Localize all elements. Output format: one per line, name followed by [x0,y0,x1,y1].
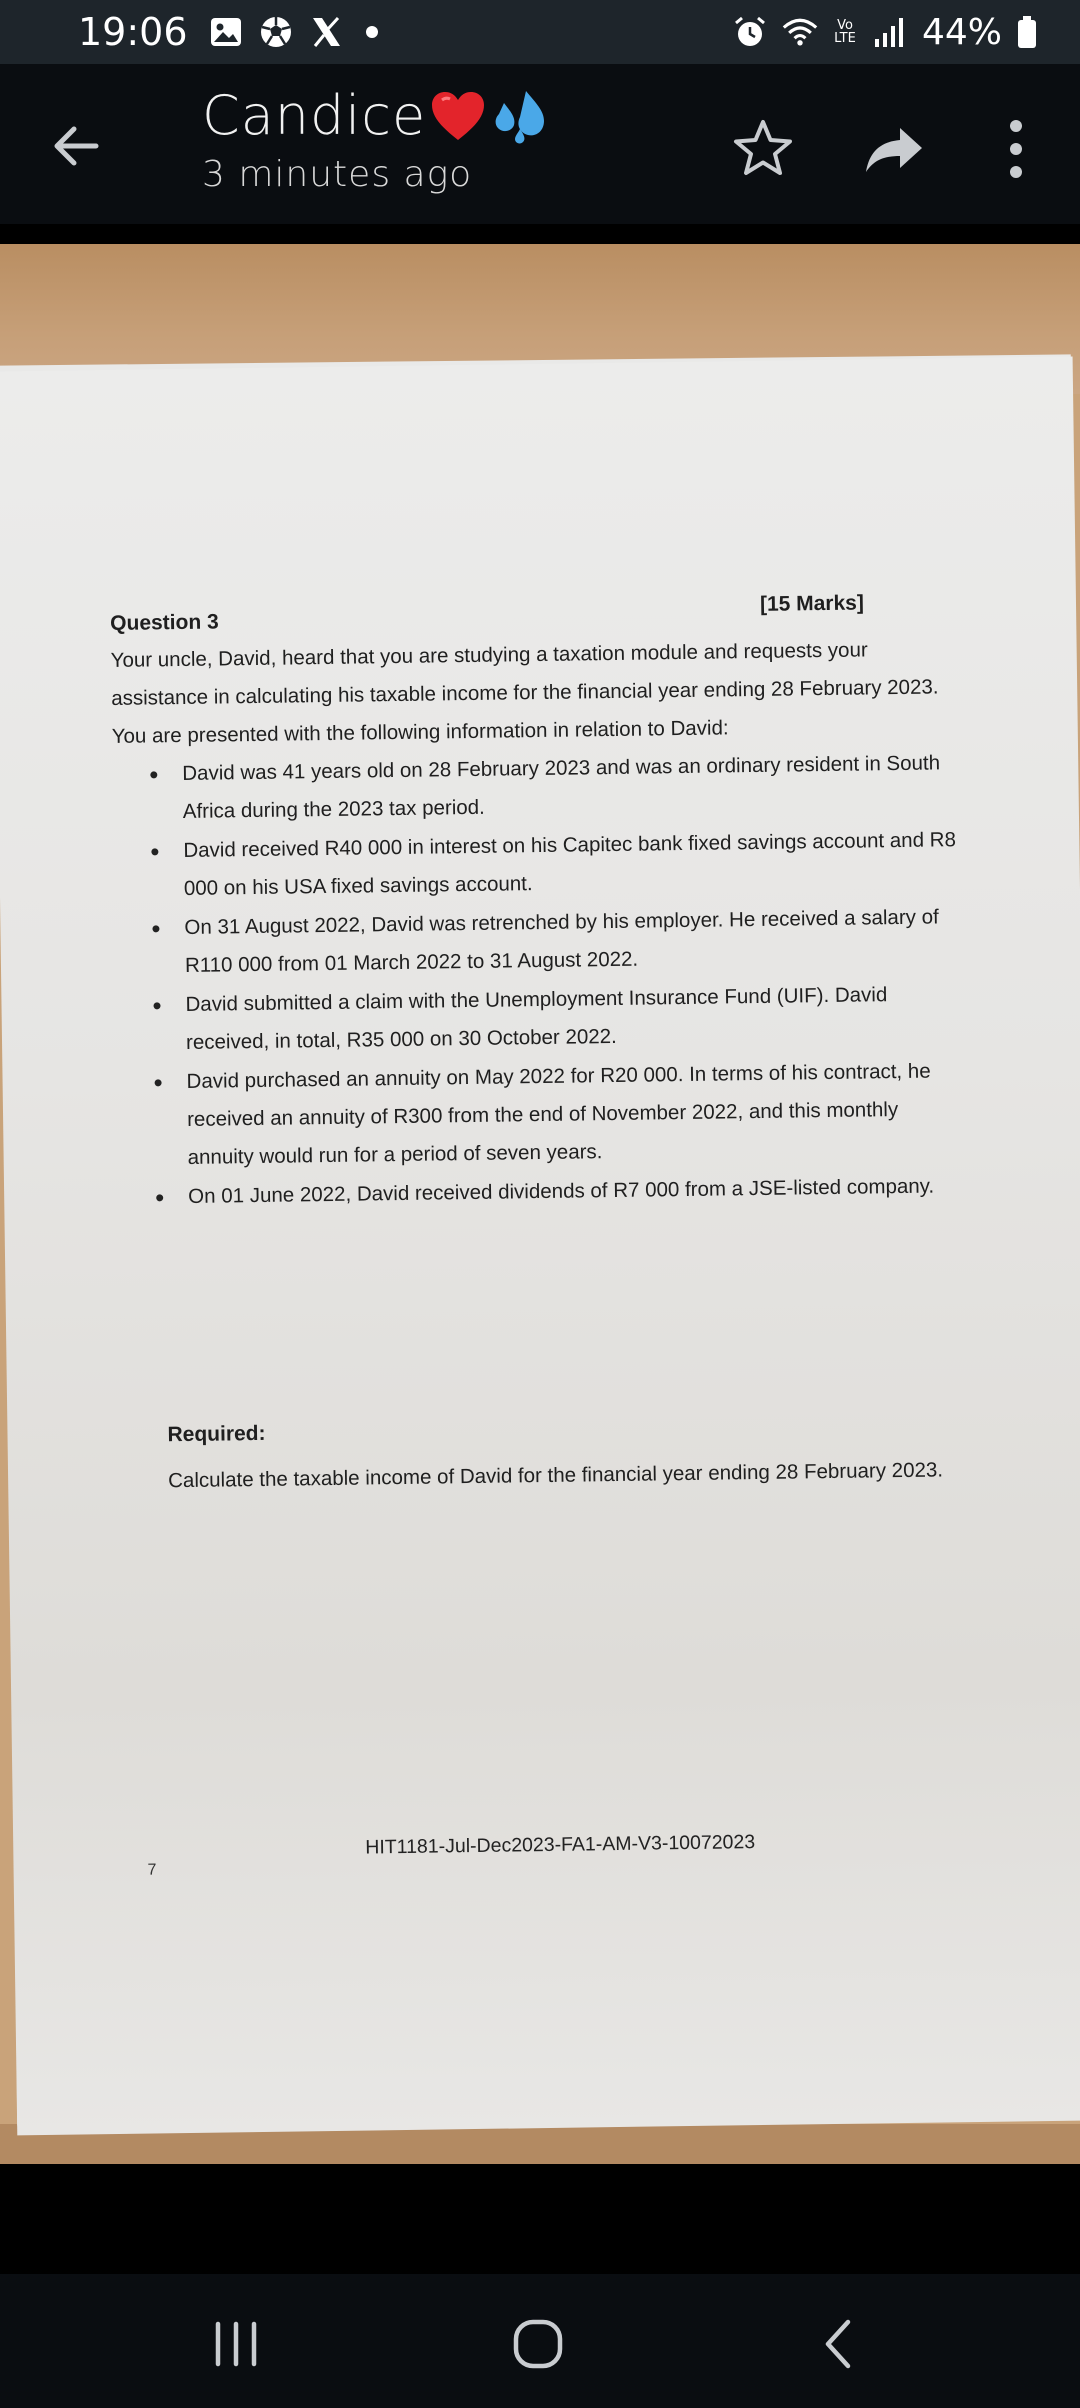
sweat-droplets-icon [490,87,548,145]
status-left [78,10,378,54]
required-label: Required: [167,1421,266,1447]
soccer-icon [258,14,294,50]
chevron-left-icon [810,2314,870,2374]
list-item: David purchased an annuity on May 2022 for R20 000. In terms of his contract, he received an annuity of R300 from the end of November 2022, and this monthly annuity would run for a period of seven years. [152,1052,964,1177]
list-item: David received R40 000 in interest on his Capitec bank fixed savings account and R8 000 on his USA fixed savings account. [149,821,960,908]
battery-percent: 44% [921,11,1002,53]
list-item: On 31 August 2022, David was retrenched by his employer. He received a salary of R110 000 from 01 March 2022 to 31 August 2022. [150,898,961,985]
sender-name-text: Candice [202,84,427,147]
question-intro: Your uncle, David, heard that you are studying a taxation module and requests your assistance in calculating his taxable income for the financial year ending 28 February 2023. You are presented with the following information in relation to David: [110,638,939,748]
system-back-button[interactable] [810,2314,870,2374]
network-type-label: Vo LTE [834,18,856,46]
recent-apps-button[interactable] [206,2314,266,2374]
battery-icon [1016,14,1038,50]
home-button[interactable] [508,2314,568,2374]
message-time: 3 minutes ago [202,154,473,195]
arrow-left-icon [48,116,108,176]
list-item: David submitted a claim with the Unemployment Insurance Fund (UIF). David received, in total, R35 000 on 30 October 2022. [151,975,962,1062]
gallery-icon [208,14,244,50]
star-icon [730,116,796,182]
viewer-header [0,64,1080,224]
forward-button[interactable] [862,116,928,182]
red-heart-icon [430,90,486,142]
alarm-icon [732,14,768,50]
document-code: HIT1181-Jul-Dec2023-FA1-AM-V3-10072023 [365,1831,756,1859]
page-number: 7 [147,1861,157,1879]
star-button[interactable] [730,116,796,182]
more-vertical-icon [990,116,1042,182]
required-task: Calculate the taxable income of David for the financial year ending 28 February 2023. [168,1458,944,1493]
wifi-icon [782,14,818,50]
info-list [148,744,964,1217]
status-time: 19:06 [78,10,188,54]
home-icon [508,2314,568,2374]
list-item: David was 41 years old on 28 February 2023 and was an ordinary resident in South Africa during the 2023 tax period. [148,744,959,831]
list-item: On 01 June 2022, David received dividends of R7 000 from a JSE-listed company. [154,1167,964,1216]
exam-paper [0,357,1080,2136]
notification-dot-icon [366,26,378,38]
sender-name [202,84,548,147]
question-title: Question 3 [110,610,219,635]
back-button[interactable] [48,116,108,176]
system-navigation-bar [0,2274,1080,2408]
more-options-button[interactable] [990,116,1042,182]
question-marks: [15 Marks] [759,591,865,616]
forward-arrow-icon [862,116,928,182]
status-right [732,12,1038,53]
recent-apps-icon [206,2314,266,2374]
photo-image[interactable] [0,244,1080,2164]
status-bar [0,0,1080,64]
signal-icon [872,14,908,50]
x-icon [308,14,344,50]
